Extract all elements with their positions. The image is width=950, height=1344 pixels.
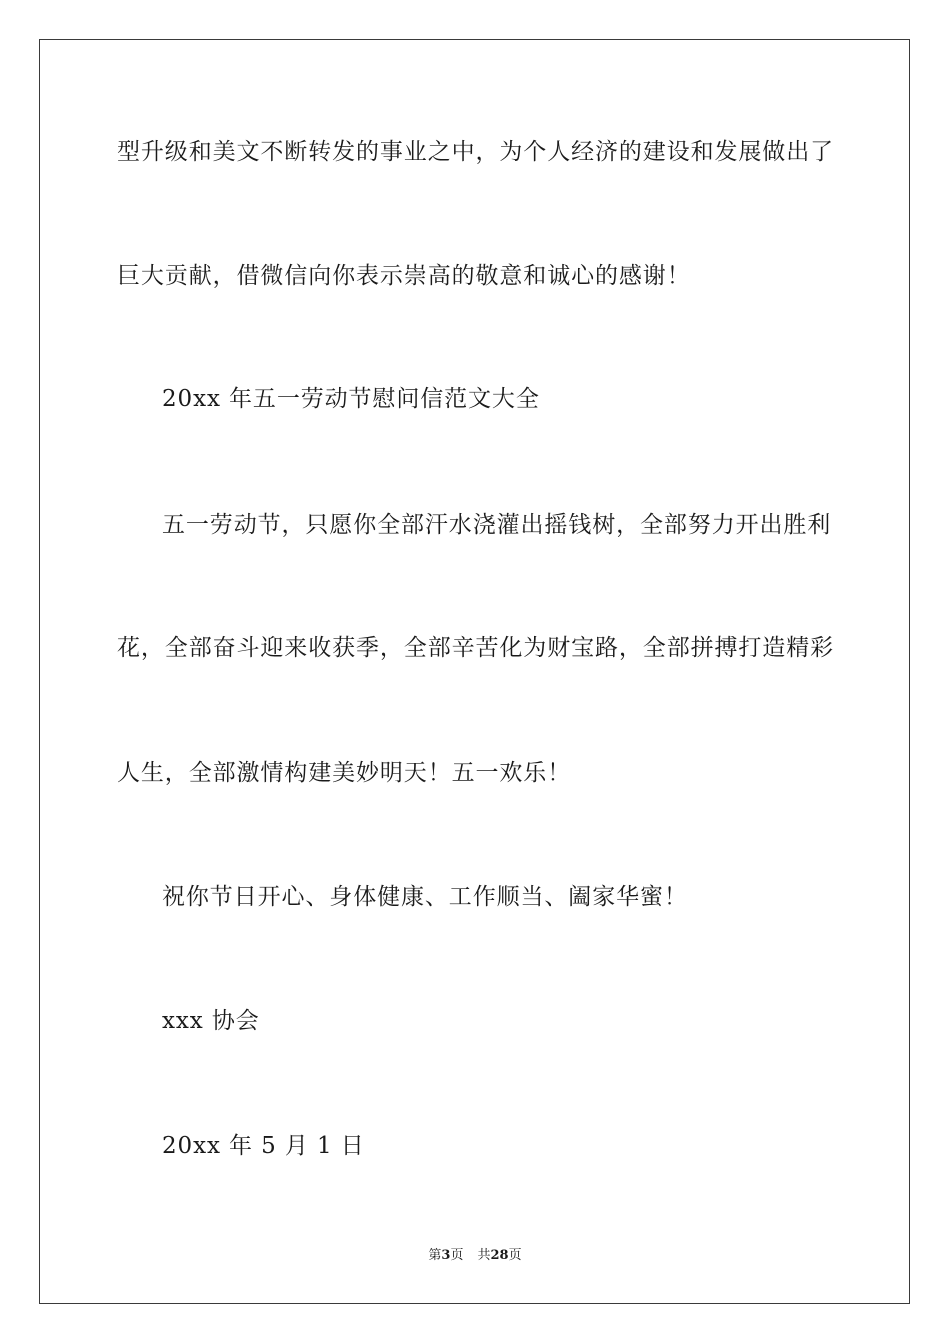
total-prefix: 共 <box>477 1248 491 1263</box>
total-pages: 28 <box>490 1248 509 1263</box>
page-border <box>39 39 910 1304</box>
signature-org: xxx 协会 <box>162 1008 260 1034</box>
body-line-1: 型升级和美文不断转发的事业之中，为个人经济的建设和发展做出了 <box>117 139 834 165</box>
page-number: 3 <box>441 1248 451 1263</box>
body-line-2: 巨大贡献，借微信向你表示崇高的敬意和诚心的感谢！ <box>117 263 691 289</box>
section-heading: 20xx 年五一劳动节慰问信范文大全 <box>162 386 540 412</box>
page-suffix: 页 <box>450 1248 464 1263</box>
page-footer <box>0 1247 950 1265</box>
page-prefix: 第 <box>428 1248 442 1263</box>
signature-date: 20xx 年 5 月 1 日 <box>162 1133 365 1159</box>
total-suffix: 页 <box>508 1248 522 1263</box>
body-line-4: 五一劳动节，只愿你全部汗水浇灌出摇钱树，全部努力开出胜利 <box>162 512 832 538</box>
body-line-6: 人生，全部激情构建美妙明天！五一欢乐！ <box>117 760 572 786</box>
body-line-5: 花，全部奋斗迎来收获季，全部辛苦化为财宝路，全部拼搏打造精彩 <box>117 635 834 661</box>
closing-wish: 祝你节日开心、身体健康、工作顺当、阖家华蜜！ <box>162 884 688 910</box>
